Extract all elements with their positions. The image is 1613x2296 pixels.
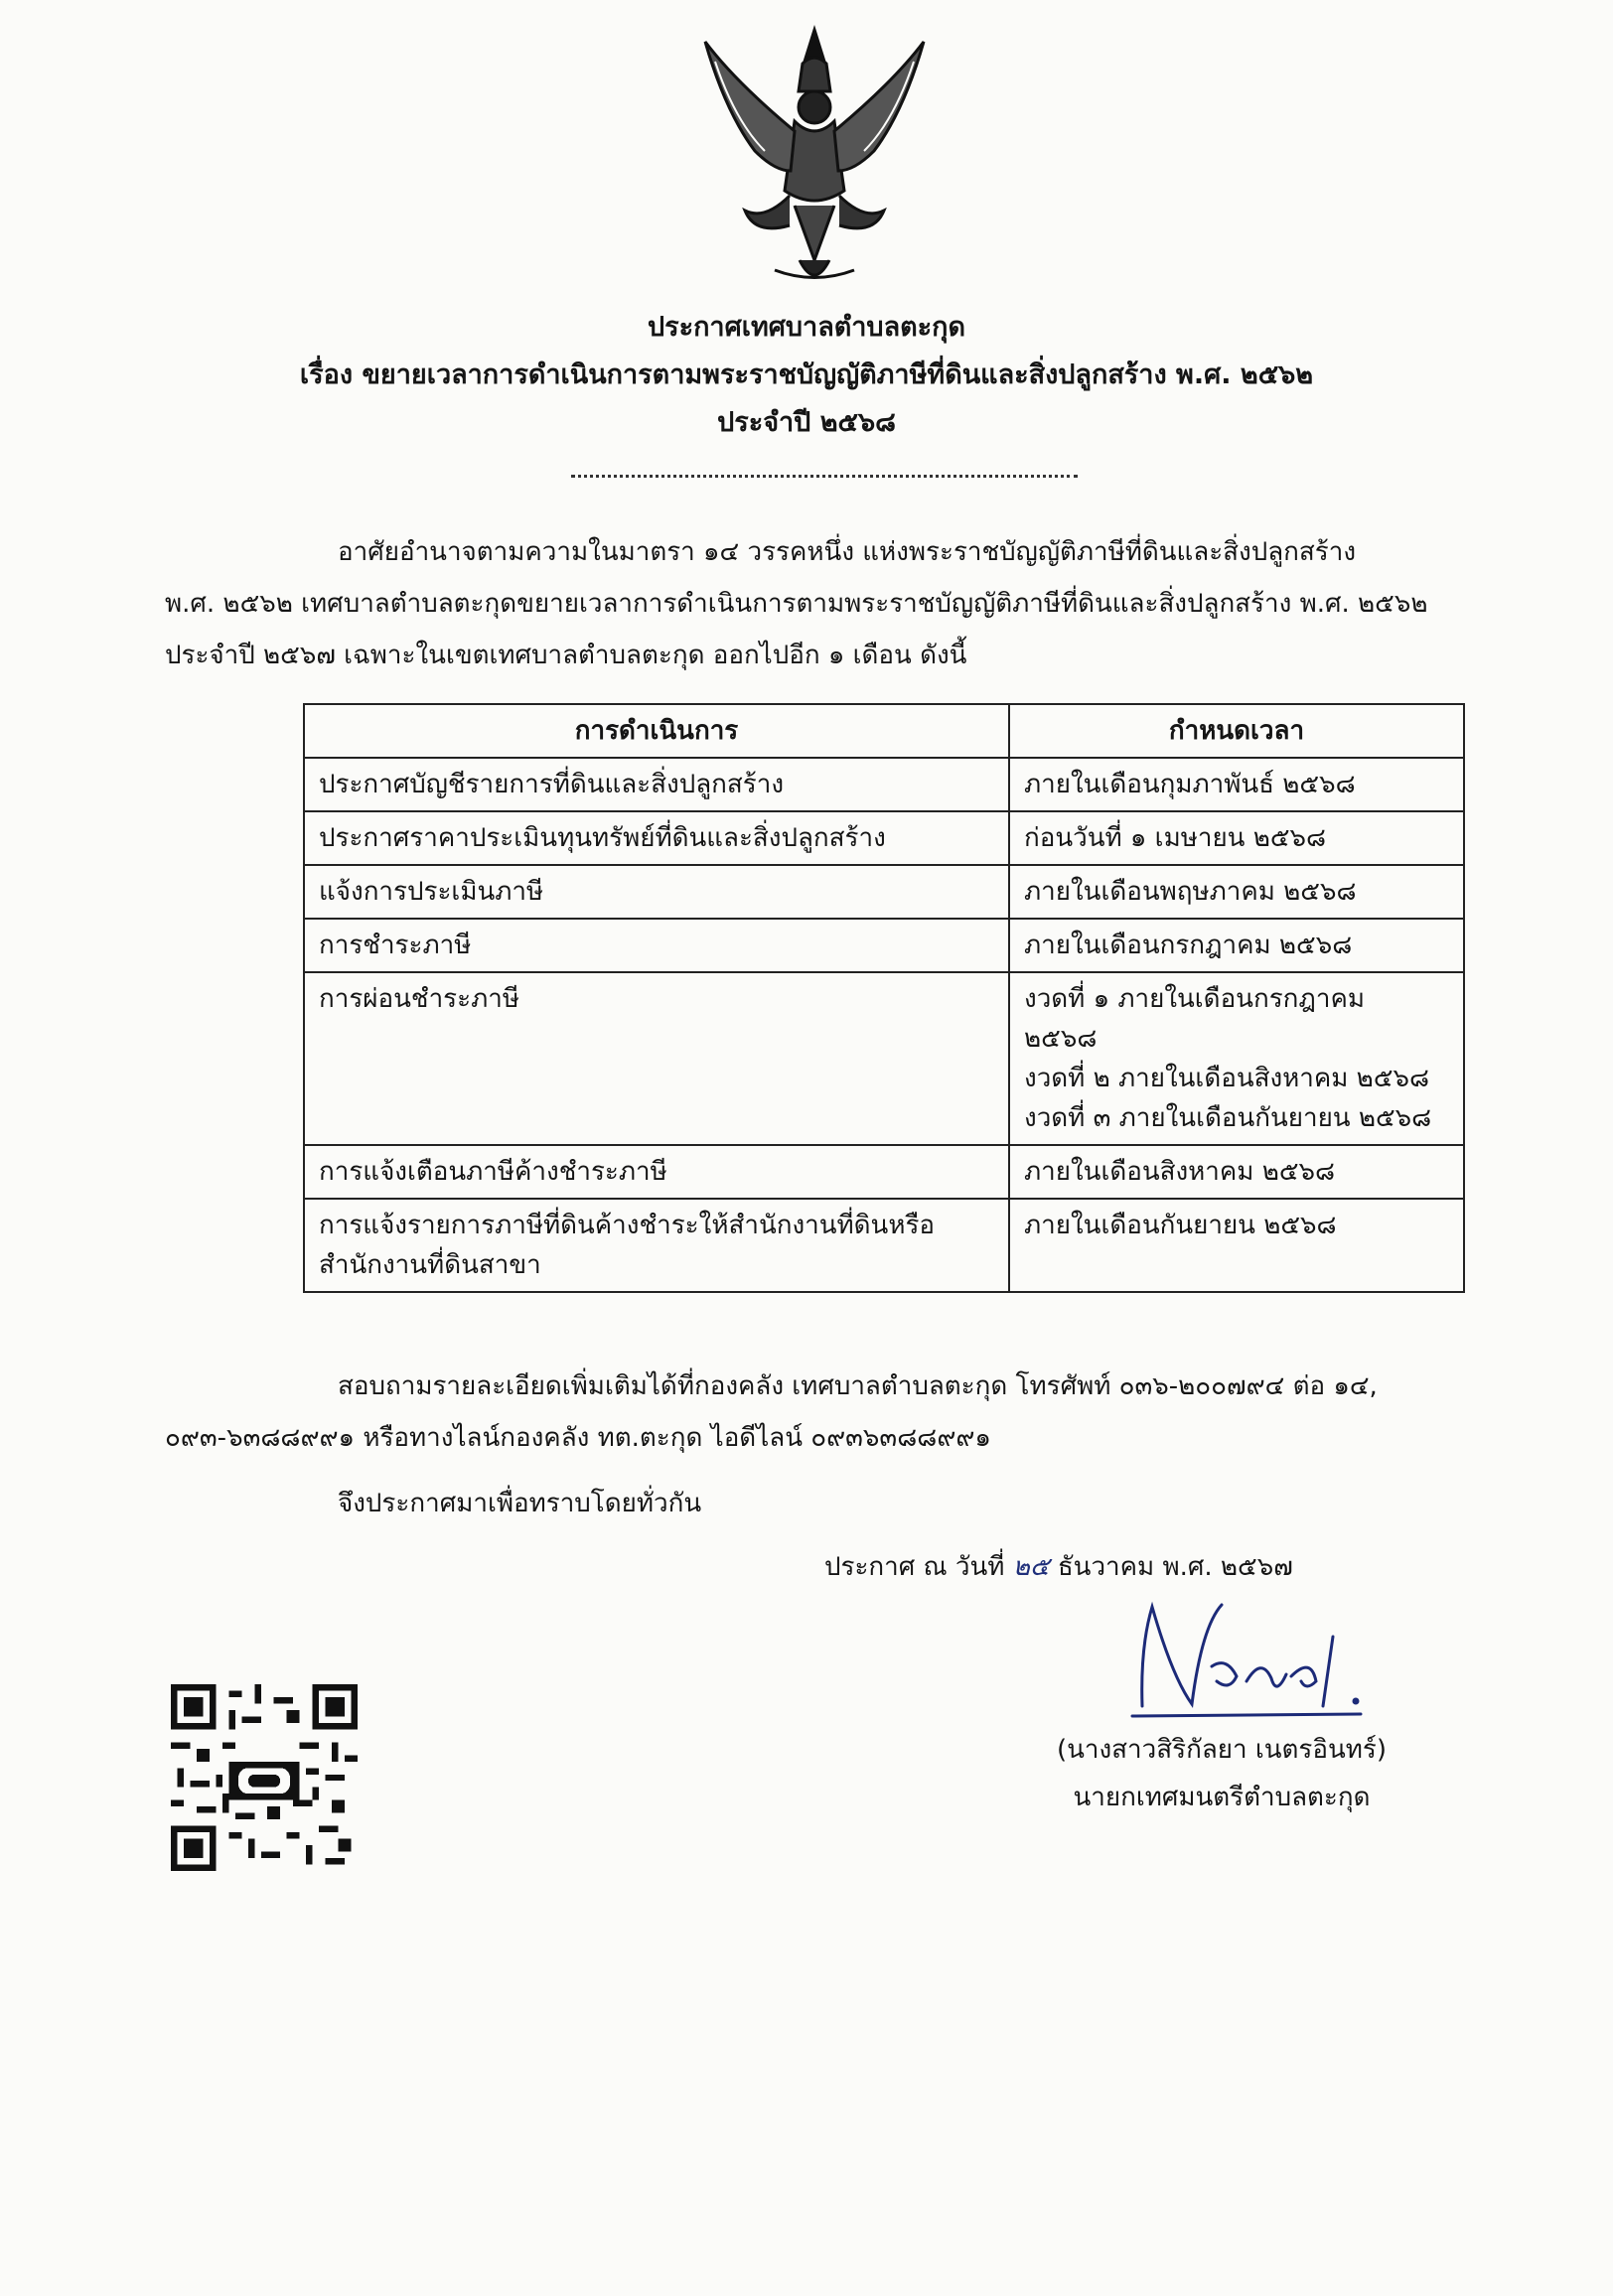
intro-line-1: อาศัยอำนาจตามความในมาตรา ๑๔ วรรคหนึ่ง แห่งพระราชบัญญัติภาษีที่ดินและสิ่งปลูกสร้าง <box>338 537 1357 567</box>
contact-line-2: ๐๙๓-๖๓๘๘๙๙๑ หรือทางไลน์กองคลัง ทต.ตะกุด ไอดีไลน์ ๐๙๓๖๓๘๘๙๙๑ <box>165 1423 991 1453</box>
cell-deadline-line: งวดที่ ๒ ภายในเดือนสิงหาคม ๒๕๖๘ <box>1024 1064 1430 1093</box>
cell-deadline-line: ภายในเดือนสิงหาคม ๒๕๖๘ <box>1024 1157 1336 1187</box>
header-action: การดำเนินการ <box>304 704 1009 758</box>
cell-deadline <box>1009 758 1464 811</box>
announce-prefix: ประกาศ ณ วันที่ <box>824 1552 1005 1582</box>
signatory-block <box>1023 1726 1420 1821</box>
cell-action-line: การผ่อนชำระภาษี <box>319 984 519 1014</box>
dotted-divider <box>571 475 1078 478</box>
cell-action <box>304 919 1009 972</box>
cell-action-line: แจ้งการประเมินภาษี <box>319 877 544 907</box>
cell-deadline-line: ๒๕๖๘ <box>1024 1024 1098 1054</box>
cell-deadline-line: งวดที่ ๓ ภายในเดือนกันยายน ๒๕๖๘ <box>1024 1103 1432 1133</box>
cell-deadline-line: ภายในเดือนกุมภาพันธ์ ๒๕๖๘ <box>1024 770 1356 799</box>
cell-action <box>304 758 1009 811</box>
cell-action-line: การแจ้งรายการภาษีที่ดินค้างชำระให้สำนักงานที่ดินหรือ <box>319 1211 936 1240</box>
signatory-position: นายกเทศมนตรีตำบลตะกุด <box>1073 1783 1371 1812</box>
announcement-title: ประกาศเทศบาลตำบลตะกุด <box>647 312 966 343</box>
cell-deadline <box>1009 865 1464 919</box>
cell-deadline-line: งวดที่ ๑ ภายในเดือนกรกฎาคม <box>1024 984 1365 1014</box>
cell-action-line: สำนักงานที่ดินสาขา <box>319 1250 541 1280</box>
announce-date <box>824 1545 1293 1589</box>
cell-action-line: ประกาศราคาประเมินทุนทรัพย์ที่ดินและสิ่งปลูกสร้าง <box>319 823 886 853</box>
signatory-name: (นางสาวสิริกัลยา เนตรอินทร์) <box>1056 1735 1388 1765</box>
cell-action <box>304 811 1009 865</box>
table-row <box>304 758 1464 811</box>
table-row <box>304 811 1464 865</box>
cell-deadline <box>1009 1199 1464 1292</box>
closing-paragraph: จึงประกาศมาเพื่อทราบโดยทั่วกัน <box>338 1489 702 1518</box>
table-row <box>304 1145 1464 1199</box>
schedule-table <box>303 703 1465 1293</box>
announcement-subject: เรื่อง ขยายเวลาการดำเนินการตามพระราชบัญญัติภาษีที่ดินและสิ่งปลูกสร้าง พ.ศ. ๒๕๖๒ <box>299 359 1314 390</box>
header-deadline: กำหนดเวลา <box>1009 704 1464 758</box>
table-row <box>304 972 1464 1145</box>
cell-deadline <box>1009 811 1464 865</box>
table-row <box>304 865 1464 919</box>
table-row <box>304 919 1464 972</box>
cell-action-line: ประกาศบัญชีรายการที่ดินและสิ่งปลูกสร้าง <box>319 770 785 799</box>
cell-action <box>304 972 1009 1145</box>
table-header-row <box>304 704 1464 758</box>
announce-month: ธันวาคม <box>1057 1552 1155 1582</box>
intro-paragraph <box>165 526 1506 681</box>
garuda-emblem-icon <box>695 22 934 300</box>
cell-action <box>304 1199 1009 1292</box>
contact-paragraph <box>165 1361 1506 1464</box>
intro-line-2: พ.ศ. ๒๕๖๒ เทศบาลตำบลตะกุดขยายเวลาการดำเนินการตามพระราชบัญญัติภาษีที่ดินและสิ่งปลูกสร้าง พ.ศ. ๒๕๖๒ <box>165 589 1428 619</box>
contact-line-1: สอบถามรายละเอียดเพิ่มเติมได้ที่กองคลัง เทศบาลตำบลตะกุด โทรศัพท์ ๐๓๖-๒๐๐๗๙๔ ต่อ ๑๔, <box>338 1371 1378 1401</box>
cell-action-line: การแจ้งเตือนภาษีค้างชำระภาษี <box>319 1157 667 1187</box>
cell-deadline-line: ภายในเดือนกันยายน ๒๕๖๘ <box>1024 1211 1337 1240</box>
announcement-year: ประจำปี ๒๕๖๘ <box>717 407 896 438</box>
cell-deadline-line: ก่อนวันที่ ๑ เมษายน ๒๕๖๘ <box>1024 823 1327 853</box>
cell-action <box>304 865 1009 919</box>
cell-deadline <box>1009 1145 1464 1199</box>
signature-image <box>1112 1587 1381 1726</box>
cell-action-line: การชำระภาษี <box>319 931 472 960</box>
announce-year: พ.ศ. ๒๕๖๗ <box>1162 1552 1293 1582</box>
intro-line-3: ประจำปี ๒๕๖๗ เฉพาะในเขตเทศบาลตำบลตะกุด ออกไปอีก ๑ เดือน ดังนี้ <box>165 641 967 670</box>
table-row <box>304 1199 1464 1292</box>
line-qr-code-icon[interactable] <box>171 1684 358 1871</box>
cell-deadline <box>1009 972 1464 1145</box>
announce-day: ๒๕ <box>1012 1552 1050 1582</box>
cell-deadline-line: ภายในเดือนกรกฎาคม ๒๕๖๘ <box>1024 931 1353 960</box>
cell-deadline-line: ภายในเดือนพฤษภาคม ๒๕๖๘ <box>1024 877 1357 907</box>
cell-action <box>304 1145 1009 1199</box>
cell-deadline <box>1009 919 1464 972</box>
